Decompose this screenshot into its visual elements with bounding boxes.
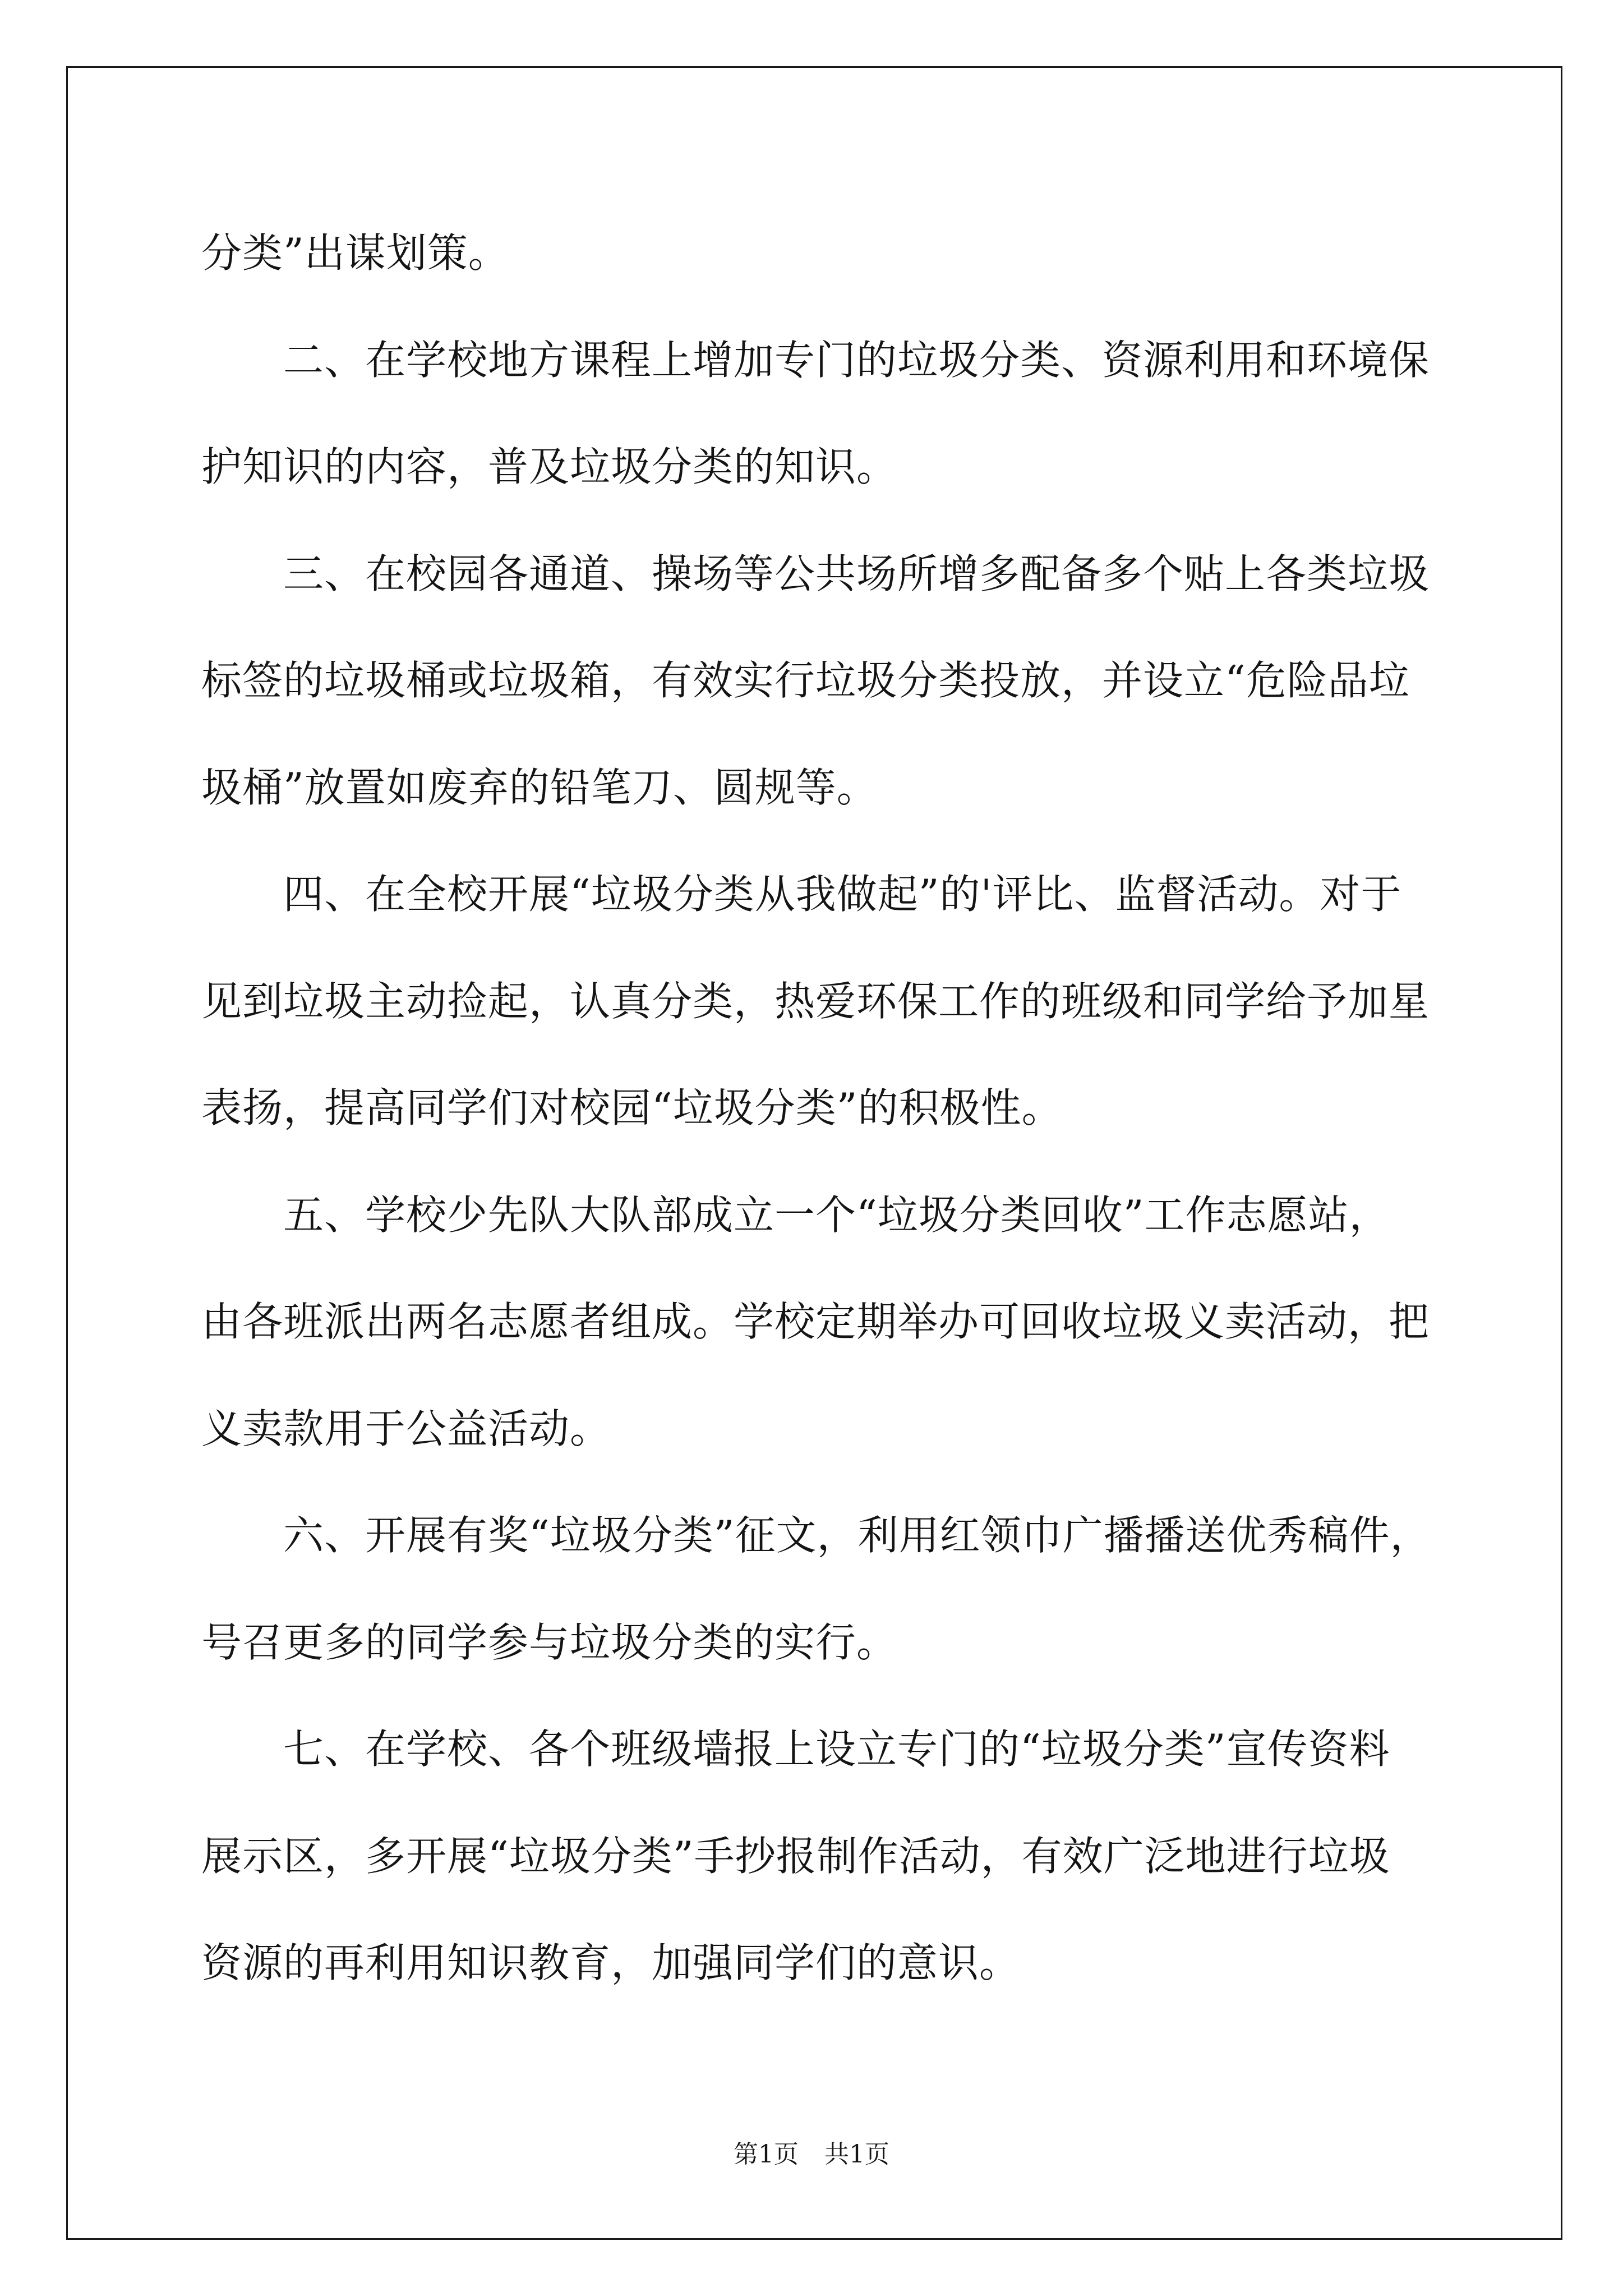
text-line: 圾桶”放置如废弃的铅笔刀、圆规等。 — [201, 763, 878, 811]
text-line: 表扬，提高同学们对校园“垃圾分类”的积极性。 — [201, 1084, 1063, 1131]
document-body — [201, 200, 1547, 2017]
paragraph-item-3 — [201, 521, 1547, 841]
text-line: 四、在全校开展“垃圾分类从我做起”的'评比、监督活动。对于 — [283, 871, 1402, 918]
text-line: 义卖款用于公益活动。 — [201, 1405, 611, 1452]
text-line: 由各班派出两名志愿者组成。学校定期举办可回收垃圾义卖活动，把 — [201, 1298, 1430, 1345]
text-line: 五、学校少先队大队部成立一个“垃圾分类回收”工作志愿站， — [283, 1191, 1390, 1239]
page-footer — [0, 2134, 1623, 2175]
text-line: 号召更多的同学参与垃圾分类的实行。 — [201, 1618, 898, 1666]
paragraph-item-5 — [201, 1162, 1547, 1483]
text-line: 资源的再利用知识教育，加强同学们的意识。 — [201, 1939, 1021, 1986]
text-line: 六、开展有奖“垃圾分类”征文，利用红领巾广播播送优秀稿件， — [283, 1512, 1431, 1559]
text-line: 七、在学校、各个班级墙报上设立专门的“垃圾分类”宣传资料 — [283, 1726, 1390, 1773]
paragraph-item-2 — [201, 307, 1547, 521]
text-line: 护知识的内容，普及垃圾分类的知识。 — [201, 443, 898, 490]
paragraph-item-7 — [201, 1696, 1547, 2017]
text-line: 分类”出谋划策。 — [201, 229, 509, 277]
paragraph-item-4 — [201, 841, 1547, 1162]
paragraph-continued — [201, 200, 1547, 307]
text-line: 三、在校园各通道、操场等公共场所增多配备多个贴上各类垃圾 — [283, 550, 1430, 597]
text-line: 标签的垃圾桶或垃圾箱，有效实行垃圾分类投放，并设立“危险品垃 — [201, 657, 1410, 704]
text-line: 展示区，多开展“垃圾分类”手抄报制作活动，有效广泛地进行垃圾 — [201, 1832, 1390, 1880]
text-line: 见到垃圾主动捡起，认真分类，热爱环保工作的班级和同学给予加星 — [201, 977, 1430, 1025]
page-total-label: 共1页 — [824, 2140, 889, 2169]
text-line: 二、在学校地方课程上增加专门的垃圾分类、资源利用和环境保 — [283, 336, 1430, 384]
paragraph-item-6 — [201, 1482, 1547, 1696]
page-number-label: 第1页 — [734, 2140, 799, 2169]
